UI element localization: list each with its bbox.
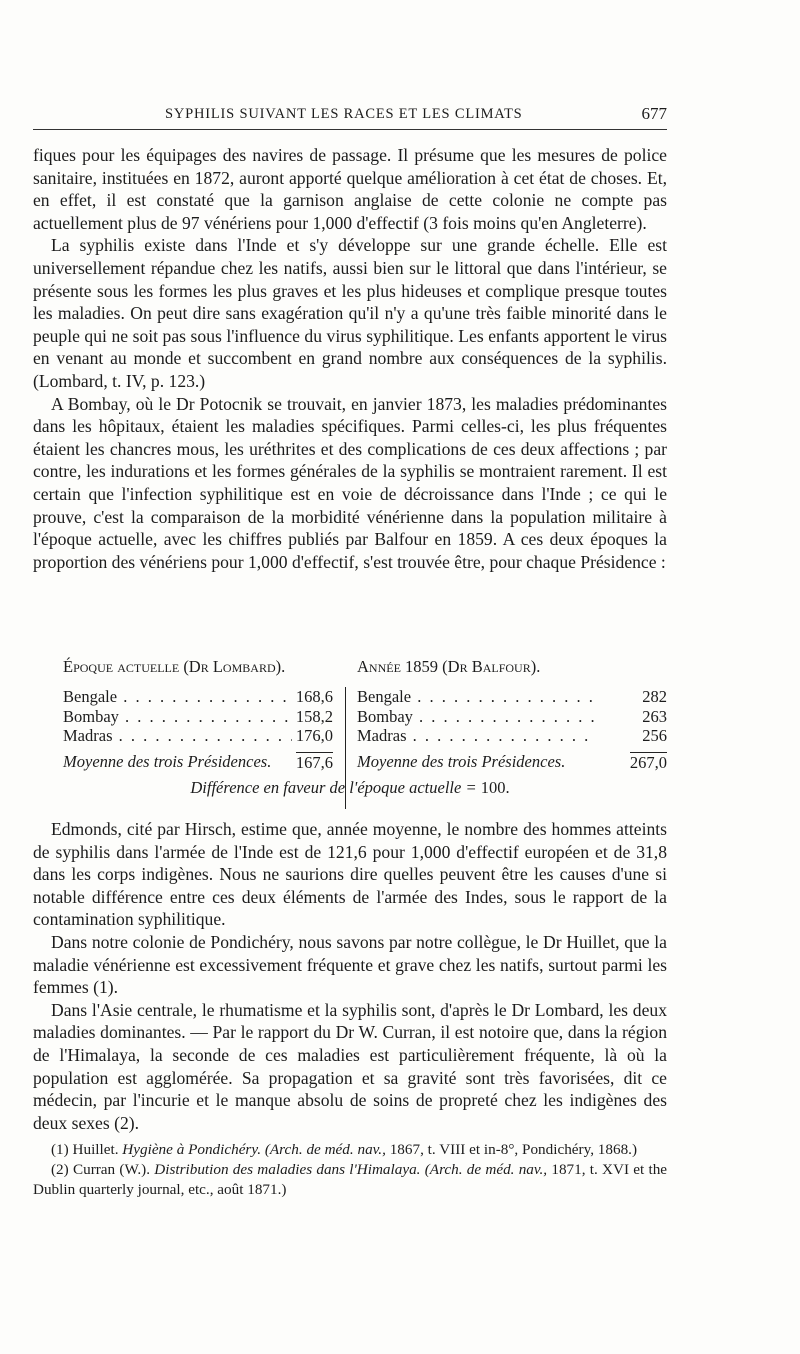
running-title: SYPHILIS SUIVANT LES RACES ET LES CLIMATS [165, 106, 523, 122]
footnote-author: Curran (W.). [72, 1161, 151, 1178]
footnote-source: (Arch. de méd. nav., [264, 1141, 386, 1158]
average-label: Moyenne des trois Présidences. [63, 751, 272, 771]
footnote [33, 1160, 667, 1200]
column-title: Année 1859 (Dr Balfour). [357, 657, 541, 676]
row-label: Madras . . . [63, 726, 292, 746]
footnote-details: 1871, t. XVI et the Dublin quarterly journal, etc., août 1871.) [33, 1161, 668, 1198]
row-value: 168,6 [292, 687, 333, 707]
table-row [357, 687, 667, 707]
table-column-1859 [345, 657, 667, 773]
average-row [63, 752, 333, 773]
row-label: Madras . . . [357, 726, 638, 746]
table-row [63, 726, 333, 746]
footnote-title: Distribution des maladies dans l'Himalaya. [154, 1161, 421, 1178]
difference-value: 100. [480, 778, 510, 797]
page-number: 677 [641, 104, 667, 123]
row-label: Bengale . . . [63, 687, 292, 707]
column-title: Époque actuelle (Dr Lombard). [63, 657, 286, 676]
row-label: Bengale . . . [357, 687, 638, 707]
footnote-source: (Arch. de méd. nav., [424, 1161, 548, 1178]
footnote-title: Hygiène à Pondichéry. [122, 1141, 262, 1158]
paragraph: Edmonds, cité par Hirsch, estime que, année moyenne, le nombre des hommes atteints de syphilis dans l'armée de l'Inde est de 121,6 pour 1,000 d'effectif européen et de 31,8 dans les corps indigènes. Nous ne saurions dire quelles peuvent être les causes d'une si notable différence entre ces deux éléments de l'armée des Indes, sous le rapport de la contamination syphilitique. [33, 819, 667, 930]
average-row [357, 752, 667, 773]
footnote-mark: (1) [51, 1141, 69, 1158]
row-label: Bombay . . . [63, 707, 292, 727]
row-label: Bombay . . . [357, 707, 638, 727]
footnote-author: Huillet. [72, 1141, 119, 1158]
table-row [63, 687, 333, 707]
body-text-bottom [33, 818, 667, 1134]
paragraph: fiques pour les équipages des navires de passage. Il présume que les mesures de police sanitaire, instituées en 1872, auront apporté quelque amélioration à cet état de choses. Et, en effet, il est constaté que la garnison anglaise de cette colonie ne compte pas actuellement plus de 97 vénériens pour 1,000 d'effectif (3 fois moins qu'en Angleterre). [33, 145, 667, 233]
paragraph: A Bombay, où le Dr Potocnik se trouvait, en janvier 1873, les maladies prédominantes dans les hôpitaux, étaient les maladies spécifiques. Parmi celles-ci, les plus fréquentes étaient les chancres mous, les uréthrites et des complications de ces deux affections ; par contre, les indurations et les formes générales de la syphilis se montraient rarement. Il est certain que l'infection syphilitique est en voie de décroissance dans l'Inde ; ce qui le prouve, c'est la comparaison de la morbidité vénérienne dans la population militaire à l'époque actuelle, avec les chiffres publiés par Balfour en 1859. A ces deux époques la proportion des vénériens pour 1,000 d'effectif, s'est trouvée être, pour chaque Présidence : [33, 393, 667, 572]
table-row [63, 707, 333, 727]
header-rule [33, 129, 667, 130]
average-value: 267,0 [629, 752, 667, 772]
row-value: 263 [638, 707, 667, 727]
row-value: 256 [638, 726, 667, 746]
footnote-details: 1867, t. VIII et in-8°, Pondichéry, 1868.) [389, 1141, 638, 1158]
difference-label: Différence en faveur de l'époque actuelle = [190, 778, 477, 797]
table-column-current [63, 657, 333, 773]
table-row [357, 726, 667, 746]
row-value: 158,2 [292, 707, 333, 727]
average-value: 167,6 [295, 752, 333, 772]
footnotes [33, 1140, 667, 1200]
paragraph: La syphilis existe dans l'Inde et s'y développe sur une grande échelle. Elle est universellement répandue chez les natifs, aussi bien sur le littoral que dans l'intérieur, se présente sous les formes les plus graves et les plus hideuses et complique presque toutes les maladies. On peut dire sans exagération qu'il n'y a qu'une très faible minorité dans le peuple qui ne soit pas sous l'influence du virus syphilitique. Les enfants apportent le virus en venant au monde et succombent en grand nombre aux conséquences de la syphilis. (Lombard, t. IV, p. 123.) [33, 235, 667, 391]
paragraph: Dans notre colonie de Pondichéry, nous savons par notre collègue, le Dr Huillet, que la maladie vénérienne est excessivement fréquente et grave chez les natifs, surtout parmi les femmes (1). [33, 931, 667, 998]
row-value: 176,0 [292, 726, 333, 746]
table-row [357, 707, 667, 727]
body-text-top [33, 144, 667, 573]
average-label: Moyenne des trois Présidences. [357, 751, 566, 771]
footnote [33, 1140, 667, 1160]
row-value: 282 [638, 687, 667, 707]
footnote-mark: (2) [51, 1161, 69, 1178]
paragraph: Dans l'Asie centrale, le rhumatisme et la syphilis sont, d'après le Dr Lombard, les deux maladies dominantes. — Par le rapport du Dr W. Curran, il est notoire que, dans la région de l'Himalaya, la seconde de ces maladies est particulièrement fréquente, là où la population est agglomérée. Sa propagation et sa gravité sont très favorisées, dit ce médecin, par l'incurie et le manque absolu de soins de propreté chez les indigènes des deux sexes (2). [33, 999, 667, 1133]
difference-line [33, 778, 667, 798]
